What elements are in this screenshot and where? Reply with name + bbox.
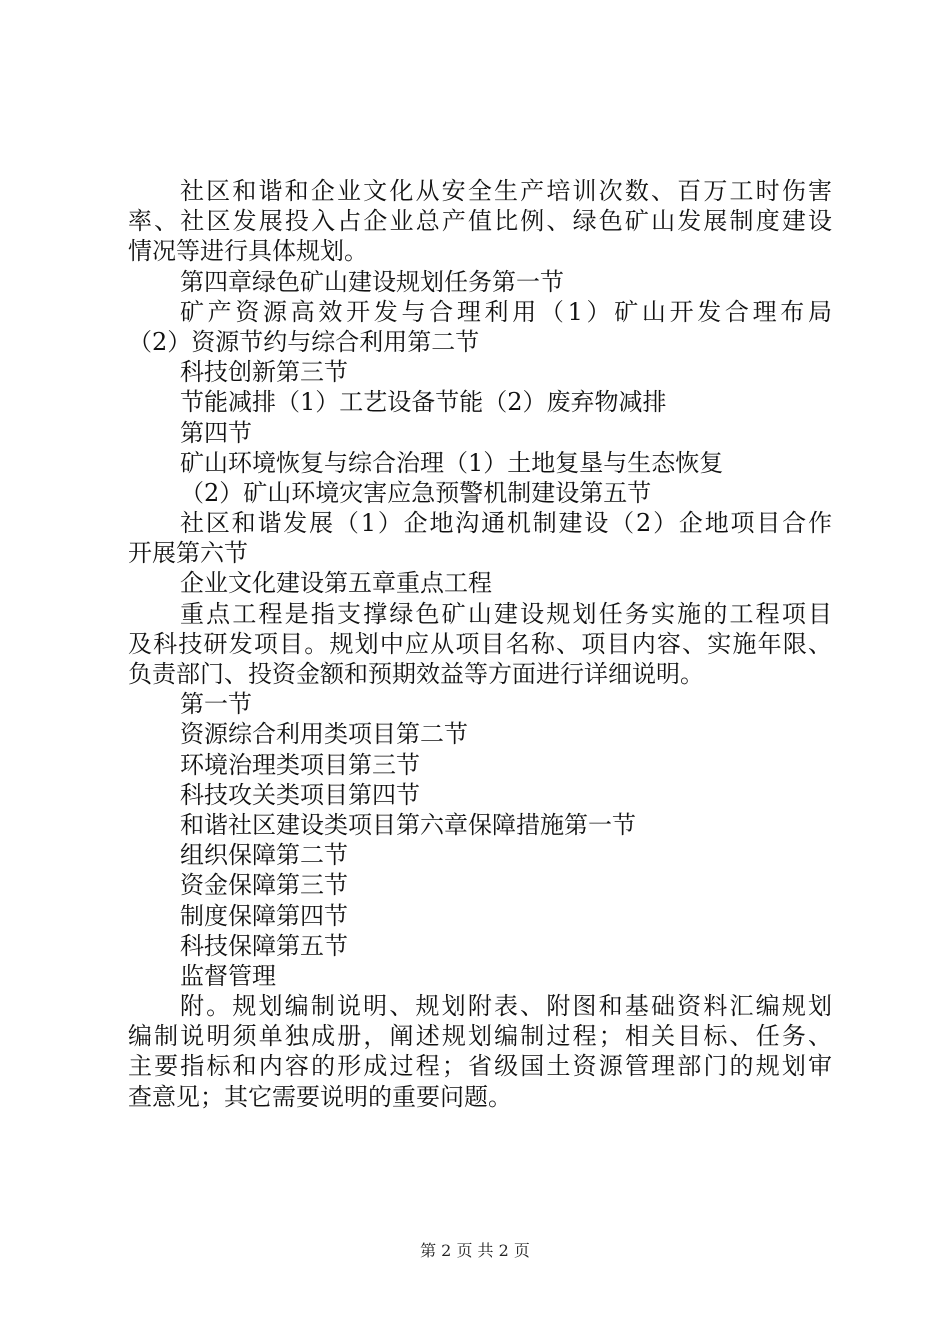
text-line: 矿产资源高效开发与合理利用（1）矿山开发合理布局 <box>180 297 832 326</box>
text-line: 社区和谐发展（1）企地沟通机制建设（2）企地项目合作 <box>180 509 832 538</box>
text-line: 科技保障第五节 <box>180 931 348 960</box>
text-line: 科技创新第三节 <box>180 358 348 387</box>
text-line: 监督管理 <box>180 961 276 990</box>
text-line: 重点工程是指支撑绿色矿山建设规划任务实施的工程项目 <box>180 599 832 628</box>
text-line: 附。规划编制说明、规划附表、附图和基础资料汇编规划 <box>180 992 832 1021</box>
text-line: 查意见；其它需要说明的重要问题。 <box>128 1082 512 1111</box>
text-line: 第四章绿色矿山建设规划任务第一节 <box>180 267 564 296</box>
text-line: （2）资源节约与综合利用第二节 <box>128 327 480 356</box>
text-line: 编制说明须单独成册，阐述规划编制过程；相关目标、任务、 <box>128 1022 832 1051</box>
text-line: 开展第六节 <box>128 539 248 568</box>
text-line: 制度保障第四节 <box>180 901 348 930</box>
text-line: 节能减排（1）工艺设备节能（2）废弃物减排 <box>180 388 667 417</box>
text-line: 率、社区发展投入占企业总产值比例、绿色矿山发展制度建设 <box>128 207 832 236</box>
text-line: 社区和谐和企业文化从安全生产培训次数、百万工时伤害 <box>180 177 832 205</box>
text-line: 资金保障第三节 <box>180 871 348 900</box>
text-line: 及科技研发项目。规划中应从项目名称、项目内容、实施年限、 <box>128 629 832 658</box>
text-line: 资源综合利用类项目第二节 <box>180 720 468 749</box>
text-line: 第一节 <box>180 690 252 719</box>
text-line: 企业文化建设第五章重点工程 <box>180 569 492 598</box>
document-body <box>128 176 832 1112</box>
text-line: 科技攻关类项目第四节 <box>180 780 420 809</box>
text-line: 情况等进行具体规划。 <box>128 237 368 266</box>
text-line: 组织保障第二节 <box>180 841 348 870</box>
text-line: 和谐社区建设类项目第六章保障措施第一节 <box>180 810 636 839</box>
text-line: （2）矿山环境灾害应急预警机制建设第五节 <box>180 478 652 507</box>
text-line: 第四节 <box>180 418 252 447</box>
text-line: 主要指标和内容的形成过程；省级国土资源管理部门的规划审 <box>128 1052 832 1081</box>
text-line: 负责部门、投资金额和预期效益等方面进行详细说明。 <box>128 660 704 688</box>
text-line: 矿山环境恢复与综合治理（1）土地复垦与生态恢复 <box>180 448 724 477</box>
text-line: 环境治理类项目第三节 <box>180 750 420 779</box>
page-footer: 第 2 页 共 2 页 <box>420 1241 530 1260</box>
